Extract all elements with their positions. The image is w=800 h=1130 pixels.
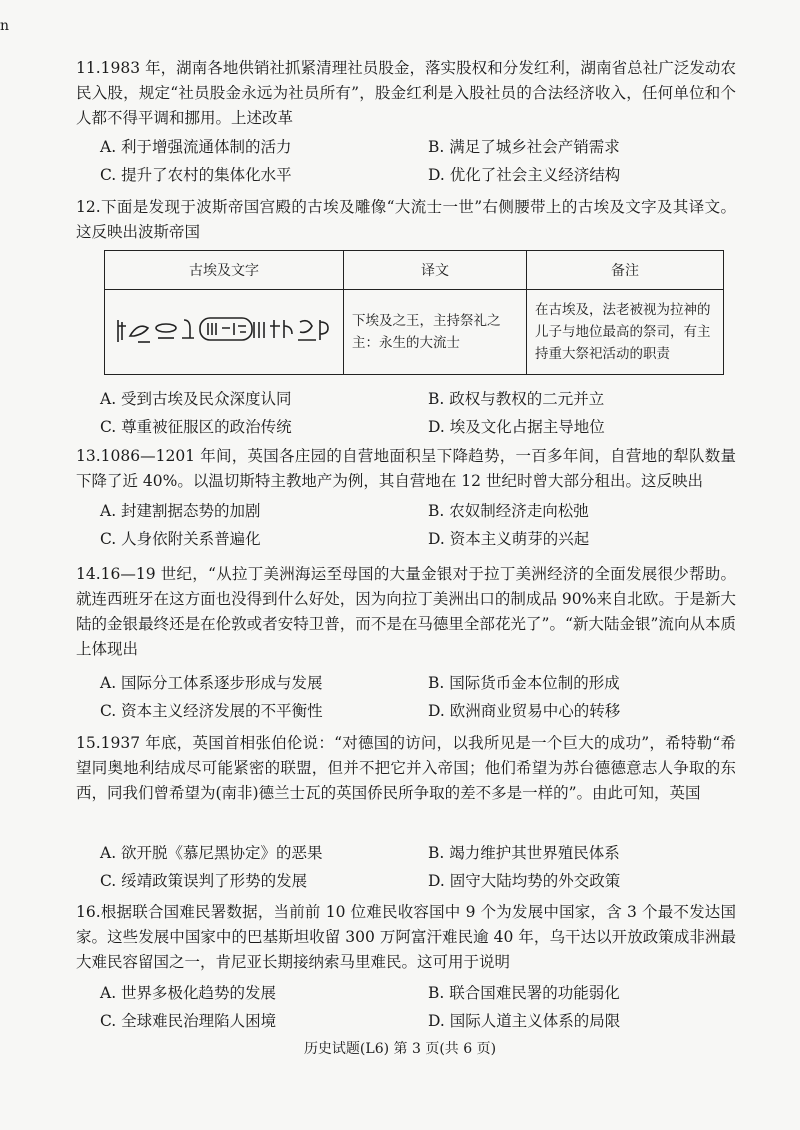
option-a[interactable]: A. 世界多极化趋势的发展 [100,984,277,1002]
question-14 [76,562,736,662]
option-c[interactable]: C. 全球难民治理陷人困境 [100,1012,277,1030]
table-header-glyphs: 古埃及文字 [105,251,344,290]
question-11 [76,56,736,131]
question-stem: 根据联合国难民署数据，当前前 10 位难民收容国中 9 个为发展中国家，含 3 个最不发达国家。这些发展中国家中的巴基斯坦收留 300 万阿富汗难民逾 40 年，乌干达以开放政策成非洲最大难民容留国之一，肯尼亚长期接纳索马里难民。这可用于说明 [76,903,736,971]
option-a[interactable]: A. 封建割据态势的加剧 [100,502,261,520]
question-number: 16. [76,903,101,921]
question-stem: 1937 年底，英国首相张伯伦说：“对德国的访问，以我所见是一个巨大的成功”，希特勒“希望同奥地利结成尽可能紧密的联盟，但并不把它并入帝国；他们希望为苏台德德意志人争取的东西，同我们曾希望为(南非)德兰士瓦的英国侨民所争取的差不多是一样的”。由此可知，英国 [76,734,736,802]
option-a[interactable]: A. 受到古埃及民众深度认同 [100,390,292,408]
option-b[interactable]: B. 竭力维护其世界殖民体系 [428,844,620,862]
page-footer: 历史试题(L6) 第 3 页(共 6 页) [303,1041,497,1057]
question-stem: 下面是发现于波斯帝国宫殿的古埃及雕像“大流士一世”右侧腰带上的古埃及文字及其译文。这反映出波斯帝国 [76,198,736,241]
option-d[interactable]: D. 固守大陆均势的外交政策 [428,872,621,890]
option-d[interactable]: D. 国际人道主义体系的局限 [428,1012,621,1030]
question-13 [76,444,736,494]
question-number: 15. [76,734,101,752]
option-a[interactable]: A. 国际分工体系逐步形成与发展 [100,674,323,692]
question-stem: 1983 年，湖南各地供销社抓紧清理社员股金，落实股权和分发红利，湖南省总社广泛发动农民入股，规定“社员股金永远为社员所有”，股金红利是入股社员的合法经济收入，任何单位和个人都不得平调和挪用。上述改革 [76,59,736,127]
option-d[interactable]: D. 欧洲商业贸易中心的转移 [428,702,621,720]
question-number: 11. [76,59,101,77]
option-c[interactable]: C. 绥靖政策误判了形势的发展 [100,872,308,890]
corner-mark: n [0,18,10,34]
question-number: 12. [76,198,101,216]
question-stem: 16—19 世纪，“从拉丁美洲海运至母国的大量金银对于拉丁美洲经济的全面发展很少帮助。就连西班牙在这方面也没得到什么好处，因为向拉丁美洲出口的制成品 90%来自北欧。于是新大陆的金银最终还是在伦敦或者安特卫普，而不是在马德里全部花光了”。“新大陆金银”流向从本质上体现出 [76,565,736,658]
option-a[interactable]: A. 欲开脱《慕尼黑协定》的恶果 [100,844,323,862]
option-b[interactable]: B. 国际货币金本位制的形成 [428,674,620,692]
option-d[interactable]: D. 资本主义萌芽的兴起 [428,530,590,548]
option-b[interactable]: B. 农奴制经济走向松弛 [428,502,589,520]
table-header-translation: 译文 [344,251,527,290]
option-c[interactable]: C. 人身依附关系普遍化 [100,530,261,548]
option-d[interactable]: D. 优化了社会主义经济结构 [428,166,621,184]
note-cell: 在古埃及，法老被视为拉神的儿子与地位最高的祭司，有主持重大祭祀活动的职责 [527,290,724,375]
table-header-note: 备注 [527,251,724,290]
hieroglyph-cell [105,290,344,375]
option-b[interactable]: B. 满足了城乡社会产销需求 [428,138,620,156]
hieroglyph-inscription-icon [114,312,334,346]
question-number: 14. [76,565,101,583]
inscription-table [104,250,724,375]
question-stem: 1086—1201 年间，英国各庄园的自营地面积呈下降趋势，一百多年间，自营地的犁队数量下降了近 40%。以温切斯特主教地产为例，其自营地在 12 世纪时曾大部分租出。这反映出 [76,447,736,490]
translation-cell: 下埃及之王，主持祭礼之主：永生的大流士 [344,290,527,375]
option-b[interactable]: B. 联合国难民署的功能弱化 [428,984,620,1002]
option-d[interactable]: D. 埃及文化占据主导地位 [428,418,605,436]
option-c[interactable]: C. 尊重被征服区的政治传统 [100,418,292,436]
question-number: 13. [76,447,101,465]
question-15 [76,731,736,806]
question-16 [76,900,736,975]
option-c[interactable]: C. 资本主义经济发展的不平衡性 [100,702,323,720]
option-b[interactable]: B. 政权与教权的二元并立 [428,390,605,408]
question-12 [76,195,736,245]
option-c[interactable]: C. 提升了农村的集体化水平 [100,166,292,184]
option-a[interactable]: A. 利于增强流通体制的活力 [100,138,292,156]
